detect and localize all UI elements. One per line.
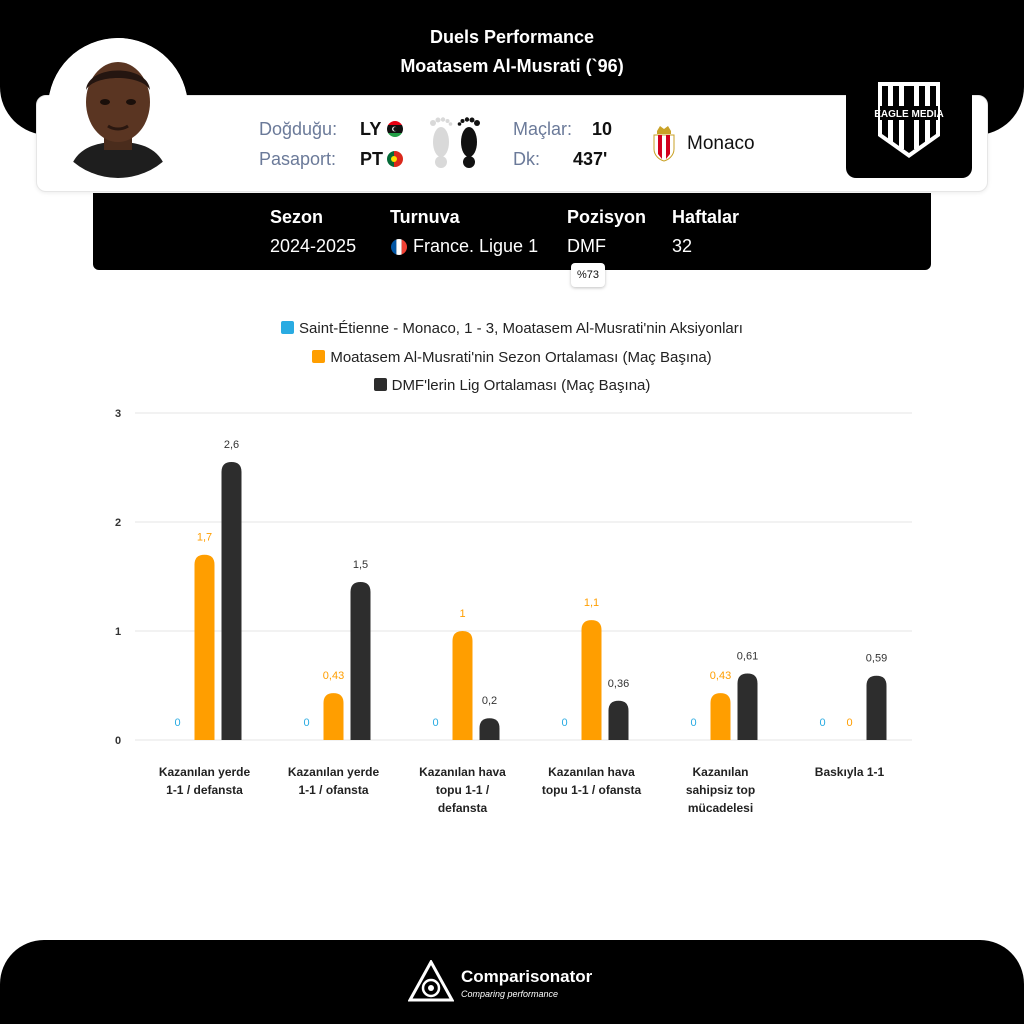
x-tick-label: 1-1 / defansta [166,783,243,797]
data-label: 0 [690,717,697,729]
libya-flag-icon [387,121,403,137]
y-tick-label: 2 [114,517,122,529]
matches-value: 10 [592,119,613,139]
x-tick-label: Kazanılan yerde [158,765,251,779]
player-title: Moatasem Al-Musrati (`96) [400,56,624,76]
data-label: 0,43 [322,670,345,683]
bar [324,693,344,740]
x-tick-label: 1-1 / ofansta [298,783,369,797]
y-tick-label: 0 [114,735,122,747]
data-label: 0 [819,717,826,729]
data-label: 1,7 [196,531,213,544]
legend-item-match [0,320,1024,337]
x-tick-label: Kazanılan yerde [287,765,380,779]
bar [609,701,629,740]
weeks-label: Haftalar [672,207,740,227]
monaco-crest-icon [652,124,676,167]
season-value: 2024-2025 [270,236,357,256]
brand-name: EAGLE MEDIA [874,109,944,120]
x-tick-label: sahipsiz top [685,783,756,797]
france-flag-icon [391,239,407,255]
footer-brand-name: Comparisonator [461,967,593,986]
x-tick-label: mücadelesi [687,801,754,815]
x-tick-label: Kazanılan [692,765,749,779]
data-label: 0 [174,717,181,729]
data-label: 0 [432,717,439,729]
x-tick-label: Kazanılan hava [419,765,506,779]
minutes-value: 437' [573,149,608,169]
legend-label-match: Saint-Étienne - Monaco, 1 - 3, Moatasem Al-Musrati'nin Aksiyonları [299,320,743,337]
minutes-label: Dk: [513,149,540,169]
bar [351,582,371,740]
bar [738,674,758,740]
bar [711,693,731,740]
data-label: 0 [846,717,853,729]
club-name: Monaco [687,133,755,154]
legend-item-season [0,349,1024,366]
x-tick-label: Baskıyla 1-1 [814,765,885,779]
legend-label-league: DMF'lerin Lig Ortalaması (Maç Başına) [391,377,651,394]
footer-tagline: Comparing performance [461,989,559,999]
page-title: Duels Performance [429,27,595,47]
legend-label-season: Moatasem Al-Musrati'nin Sezon Ortalaması (Maç Başına) [330,349,712,366]
data-label: 0 [561,717,568,729]
data-label: 0,36 [607,677,630,690]
data-label: 0,2 [481,695,498,708]
y-tick-label: 1 [114,626,122,638]
birth-country-code: LY [360,119,382,139]
matches-label: Maçlar: [513,119,573,139]
portugal-flag-icon [387,151,403,167]
bar [222,462,242,740]
player-avatar [48,38,188,178]
x-tick-label: defansta [437,801,488,815]
data-label: 1 [459,608,466,620]
duels-bar-chart [0,395,1024,835]
legend-swatch-season [312,350,325,363]
bar [867,676,887,740]
legend-swatch-match [281,321,294,334]
data-label: 0,43 [709,670,732,683]
tournament-label: Turnuva [390,207,460,227]
bar [453,631,473,740]
position-label: Pozisyon [567,207,647,227]
legend-item-league [0,377,1024,394]
data-label: 0,59 [865,652,888,665]
comparisonator-logo-icon [408,960,454,1009]
bar [480,718,500,740]
data-label: 0,61 [736,650,759,663]
x-tick-label: topu 1-1 / ofansta [541,783,642,797]
weeks-value: 32 [672,236,693,256]
data-label: 2,6 [223,439,240,452]
y-tick-label: 3 [114,408,122,420]
x-tick-label: topu 1-1 / [435,783,490,797]
bar [582,620,602,740]
position-percent-badge: %73 [571,263,605,287]
passport-country-code: PT [360,149,384,169]
data-label: 0 [303,717,310,729]
birth-label: Doğduğu: [259,119,338,139]
season-info-bar [93,193,931,270]
x-tick-label: Kazanılan hava [548,765,635,779]
data-label: 1,5 [352,558,369,571]
feet-icon [425,112,487,175]
position-value: DMF [567,236,606,256]
legend-swatch-league [374,378,387,391]
tournament-value: France. Ligue 1 [413,236,539,256]
passport-label: Pasaport: [259,149,337,169]
bar [195,555,215,740]
season-label: Sezon [270,207,324,227]
eagle-media-logo [846,68,972,178]
data-label: 1,1 [583,597,600,610]
